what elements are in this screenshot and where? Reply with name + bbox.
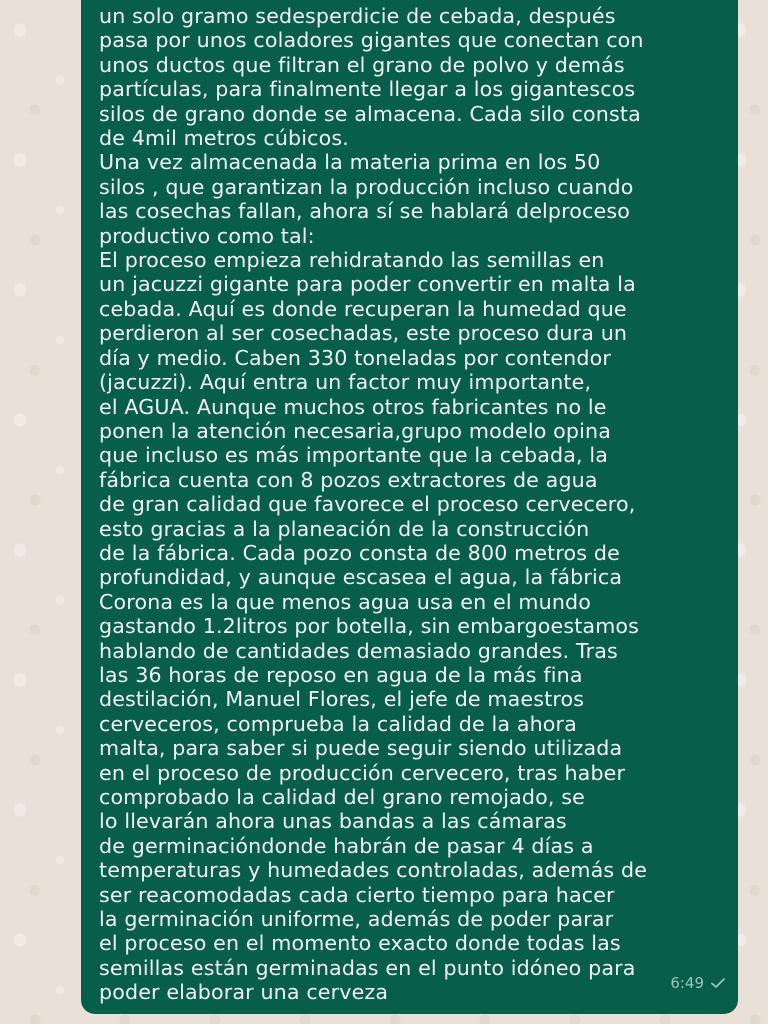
message-text: un solo gramo sedesperdicie de cebada, después pasa por unos coladores gigantes que conectan con unos ductos que filtran el grano de polvo y demás partículas, para finalmente llegar a los gigantescos silos de grano donde se almacena. Cada silo consta de 4mil metros cúbicos. Una vez almacenada la materia prima en los 50 silos , que garantizan la producción incluso cuando las cosechas fallan, ahora sí se hablará delproceso productivo como tal: El proceso empieza rehidratando las semillas en un jacuzzi gigante para poder convertir en malta la cebada. Aquí es donde recuperan la humedad que perdieron al ser cosechadas, este proceso dura un día y medio. Caben 330 toneladas por contendor (jacuzzi). Aquí entra un factor muy importante, el AGUA. Aunque muchos otros fabricantes no le ponen la atención necesaria,grupo modelo opina que incluso es más importante que la cebada, la fábrica cuenta con 8 pozos extractores de agua de gran calidad que favorece el proceso cervecero, esto gracias a la planeación de la construcción de la fábrica. Cada pozo consta de 800 metros de profundidad, y aunque escasea el agua, la fábrica Corona es la que menos agua usa en el mundo gastando 1.2litros por botella, sin embargoestamos hablando de cantidades demasiado grandes. Tras las 36 horas de reposo en agua de la más fina destilación, Manuel Flores, el jefe de maestros cerveceros, comprueba la calidad de la ahora malta, para saber si puede seguir siendo utilizada en el proceso de producción cervecero, tras haber comprobado la calidad del grano remojado, se lo llevarán ahora unas bandas a las cámaras de germinacióndonde habrán de pasar 4 días a temperaturas y humedades controladas, además de ser reacomodadas cada cierto tiempo para hacer la germinación uniforme, además de poder parar el proceso en el momento exacto donde todas las semillas están germinadas en el punto idóneo para poder elaborar una cerveza <box>99 4 648 1005</box>
message-timestamp: 6:49 <box>670 974 704 992</box>
message-meta <box>670 974 726 992</box>
message-bubble[interactable] <box>81 0 738 1014</box>
single-check-icon <box>710 977 726 989</box>
